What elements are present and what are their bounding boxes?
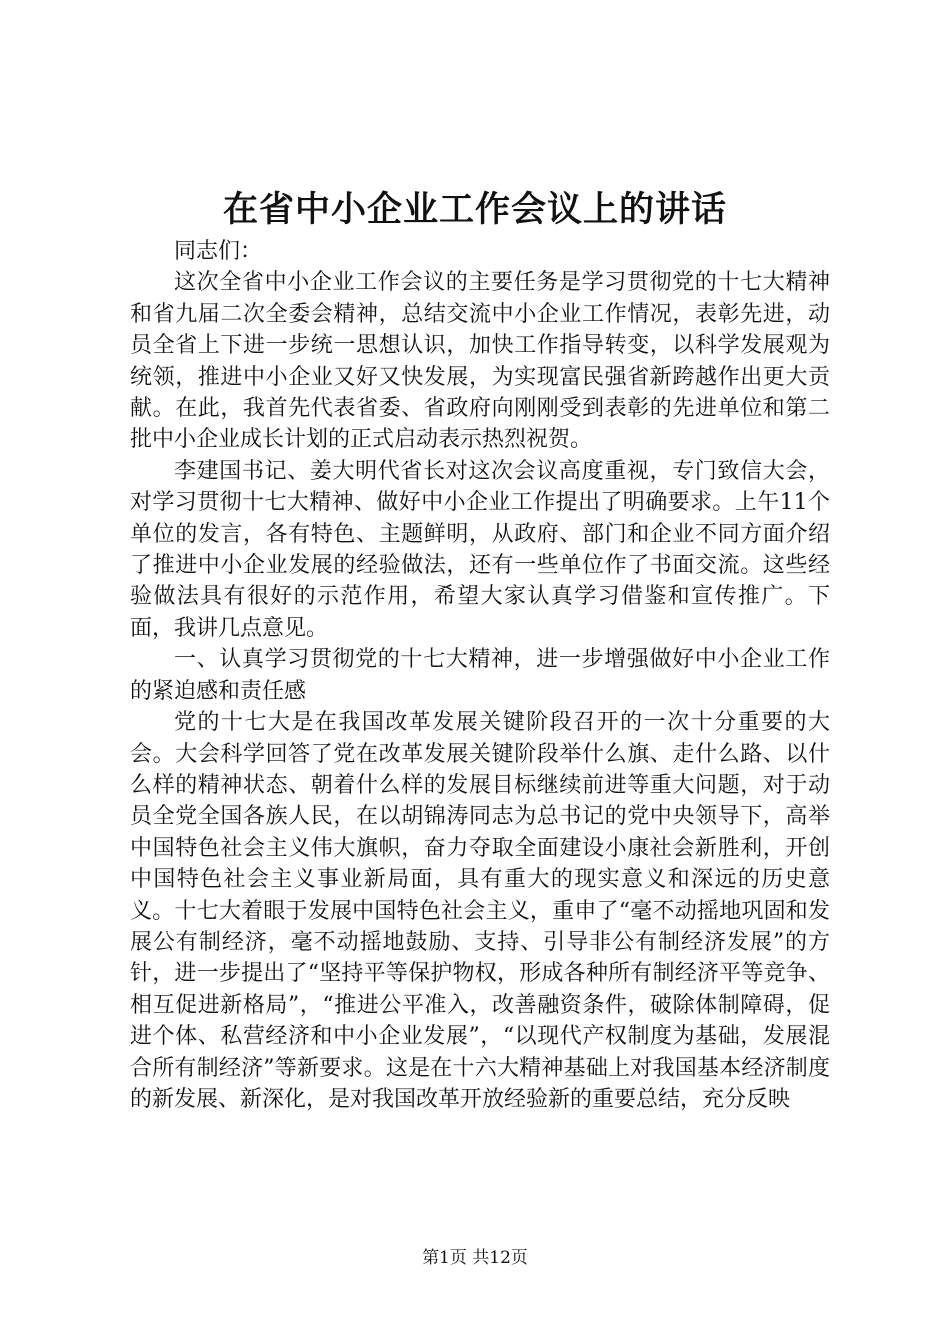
paragraph: 李建国书记、姜大明代省长对这次会议高度重视，专门致信大会，对学习贯彻十七大精神、做好中小企业工作提出了明确要求。上午11个单位的发言，各有特色、主题鲜明，从政府、部门和企业不同方面介绍了推进中小企业发展的经验做法，还有一些单位作了书面交流。这些经验做法具有很好的示范作用，希望大家认真学习借鉴和宣传推广。下面，我讲几点意见。 bbox=[130, 458, 830, 641]
document-body bbox=[130, 236, 830, 1115]
page-footer: 第1页 共12页 bbox=[422, 1248, 528, 1268]
salutation: 同志们： bbox=[174, 239, 263, 264]
section-heading: 一、认真学习贯彻党的十七大精神，进一步增强做好中小企业工作的紧迫感和责任感 bbox=[130, 647, 830, 704]
paragraph: 这次全省中小企业工作会议的主要任务是学习贯彻党的十七大精神和省九届二次全委会精神，总结交流中小企业工作情况，表彰先进，动员全省上下进一步统一思想认识，加快工作指导转变，以科学发展观为统领，推进中小企业又好又快发展，为实现富民强省新跨越作出更大贡献。在此，我首先代表省委、省政府向刚刚受到表彰的先进单位和第二批中小企业成长计划的正式启动表示热烈祝贺。 bbox=[130, 270, 830, 453]
document-title: 在省中小企业工作会议上的讲话 bbox=[222, 189, 727, 230]
paragraph: 党的十七大是在我国改革发展关键阶段召开的一次十分重要的大会。大会科学回答了党在改革发展关键阶段举什么旗、走什么路、以什么样的精神状态、朝着什么样的发展目标继续前进等重大问题，对于动员全党全国各族人民，在以胡锦涛同志为总书记的党中央领导下，高举中国特色社会主义伟大旗帜，奋力夺取全面建设小康社会新胜利，开创中国特色社会主义事业新局面，具有重大的现实意义和深远的历史意义。十七大着眼于发展中国特色社会主义，重申了“毫不动摇地巩固和发展公有制经济，毫不动摇地鼓励、支持、引导非公有制经济发展”的方针，进一步提出了“坚持平等保护物权，形成各种所有制经济平等竞争、相互促进新格局”，“推进公平准入，改善融资条件，破除体制障碍，促进个体、私营经济和中小企业发展”，“以现代产权制度为基础，发展混合所有制经济”等新要求。这是在十六大精神基础上对我国基本经济制度的新发展、新深化，是对我国改革开放经验新的重要总结，充分反映 bbox=[130, 710, 830, 1112]
